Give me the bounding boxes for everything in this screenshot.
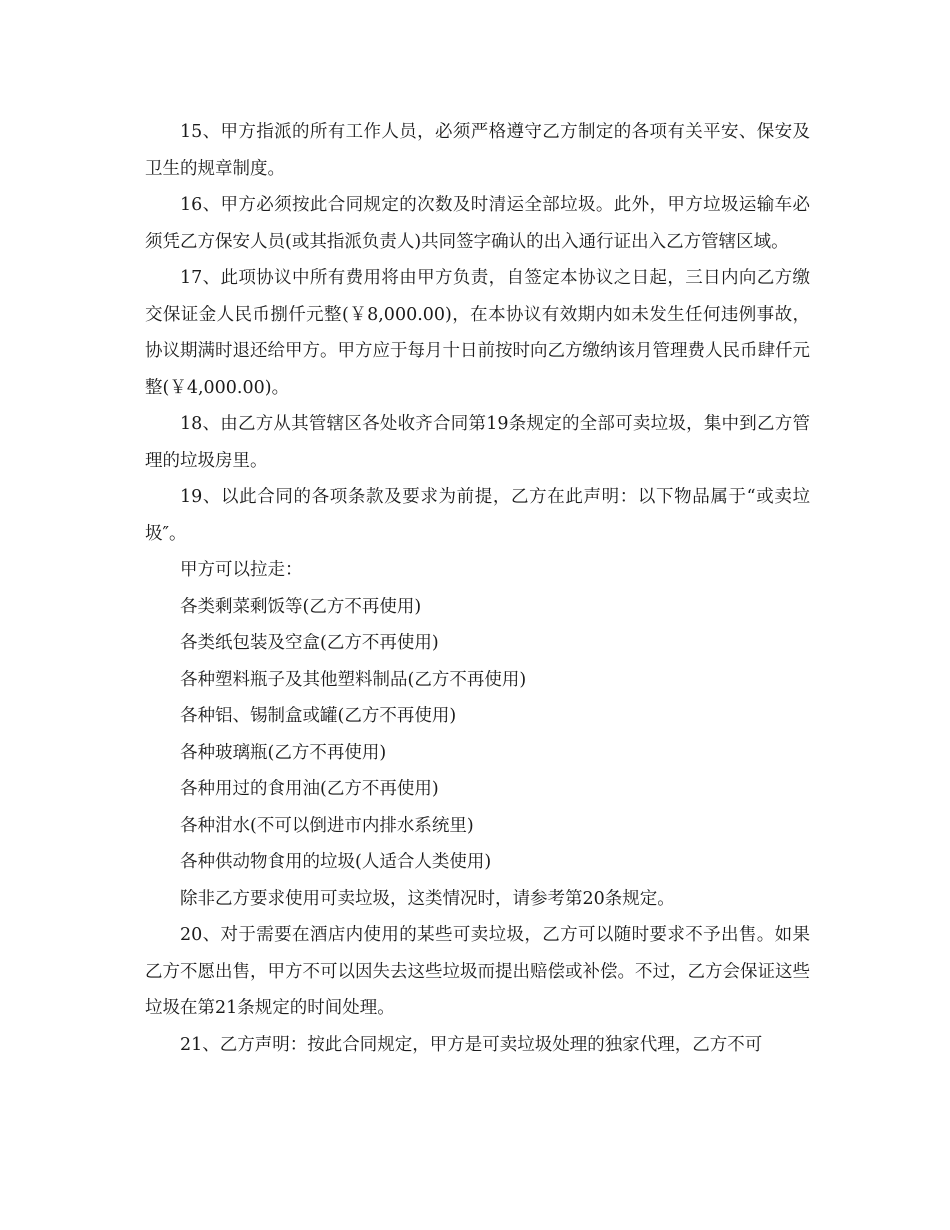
list-item: 各种铝、锡制盒或罐(乙方不再使用)	[180, 706, 457, 726]
clause-18: 18、由乙方从其管辖区各处收齐合同第19条规定的全部可卖垃圾，集中到乙方管理的垃圾房里。	[145, 414, 810, 471]
document-body	[145, 114, 810, 1063]
list-item: 各种用过的食用油(乙方不再使用)	[180, 779, 439, 799]
clause-19: 19、以此合同的各项条款及要求为前提，乙方在此声明：以下物品属于“或卖垃圾″。	[145, 487, 810, 544]
clause-16: 16、甲方必须按此合同规定的次数及时清运全部垃圾。此外，甲方垃圾运输车必须凭乙方保安人员(或其指派负责人)共同签字确认的出入通行证出入乙方管辖区域。	[145, 195, 810, 252]
clause-15: 15、甲方指派的所有工作人员，必须严格遵守乙方制定的各项有关平安、保安及卫生的规章制度。	[145, 122, 810, 179]
clause-21: 21、乙方声明：按此合同规定，甲方是可卖垃圾处理的独家代理，乙方不可	[180, 1034, 763, 1055]
list-note: 除非乙方要求使用可卖垃圾，这类情况时，请参考第20条规定。	[180, 888, 675, 909]
list-item: 各种供动物食用的垃圾(人适合人类使用)	[180, 852, 492, 872]
list-item: 各种塑料瓶子及其他塑料制品(乙方不再使用)	[180, 669, 527, 690]
list-item: 各种泔水(不可以倒进市内排水系统里)	[180, 815, 474, 836]
list-item: 各种玻璃瓶(乙方不再使用)	[180, 742, 387, 763]
list-item: 各类纸包装及空盒(乙方不再使用)	[180, 633, 439, 653]
list-intro: 甲方可以拉走：	[180, 560, 303, 580]
sellable-waste-list	[145, 589, 810, 881]
clause-20: 20、对于需要在酒店内使用的某些可卖垃圾，乙方可以随时要求不予出售。如果乙方不愿出售，甲方不可以因失去这些垃圾而提出赔偿或补偿。不过，乙方会保证这些垃圾在第21条规定的时间处理。	[145, 925, 810, 1018]
clause-17: 17、此项协议中所有费用将由甲方负责，自签定本协议之日起，三日内向乙方缴交保证金人民币捌仟元整(￥8,000.00)，在本协议有效期内如未发生任何违例事故，协议期满时退还给甲方。甲方应于每月十日前按时向乙方缴纳该月管理费人民币肆仟元整(￥4,000.00)。	[145, 268, 810, 398]
list-item: 各类剩菜剩饭等(乙方不再使用)	[180, 596, 422, 617]
